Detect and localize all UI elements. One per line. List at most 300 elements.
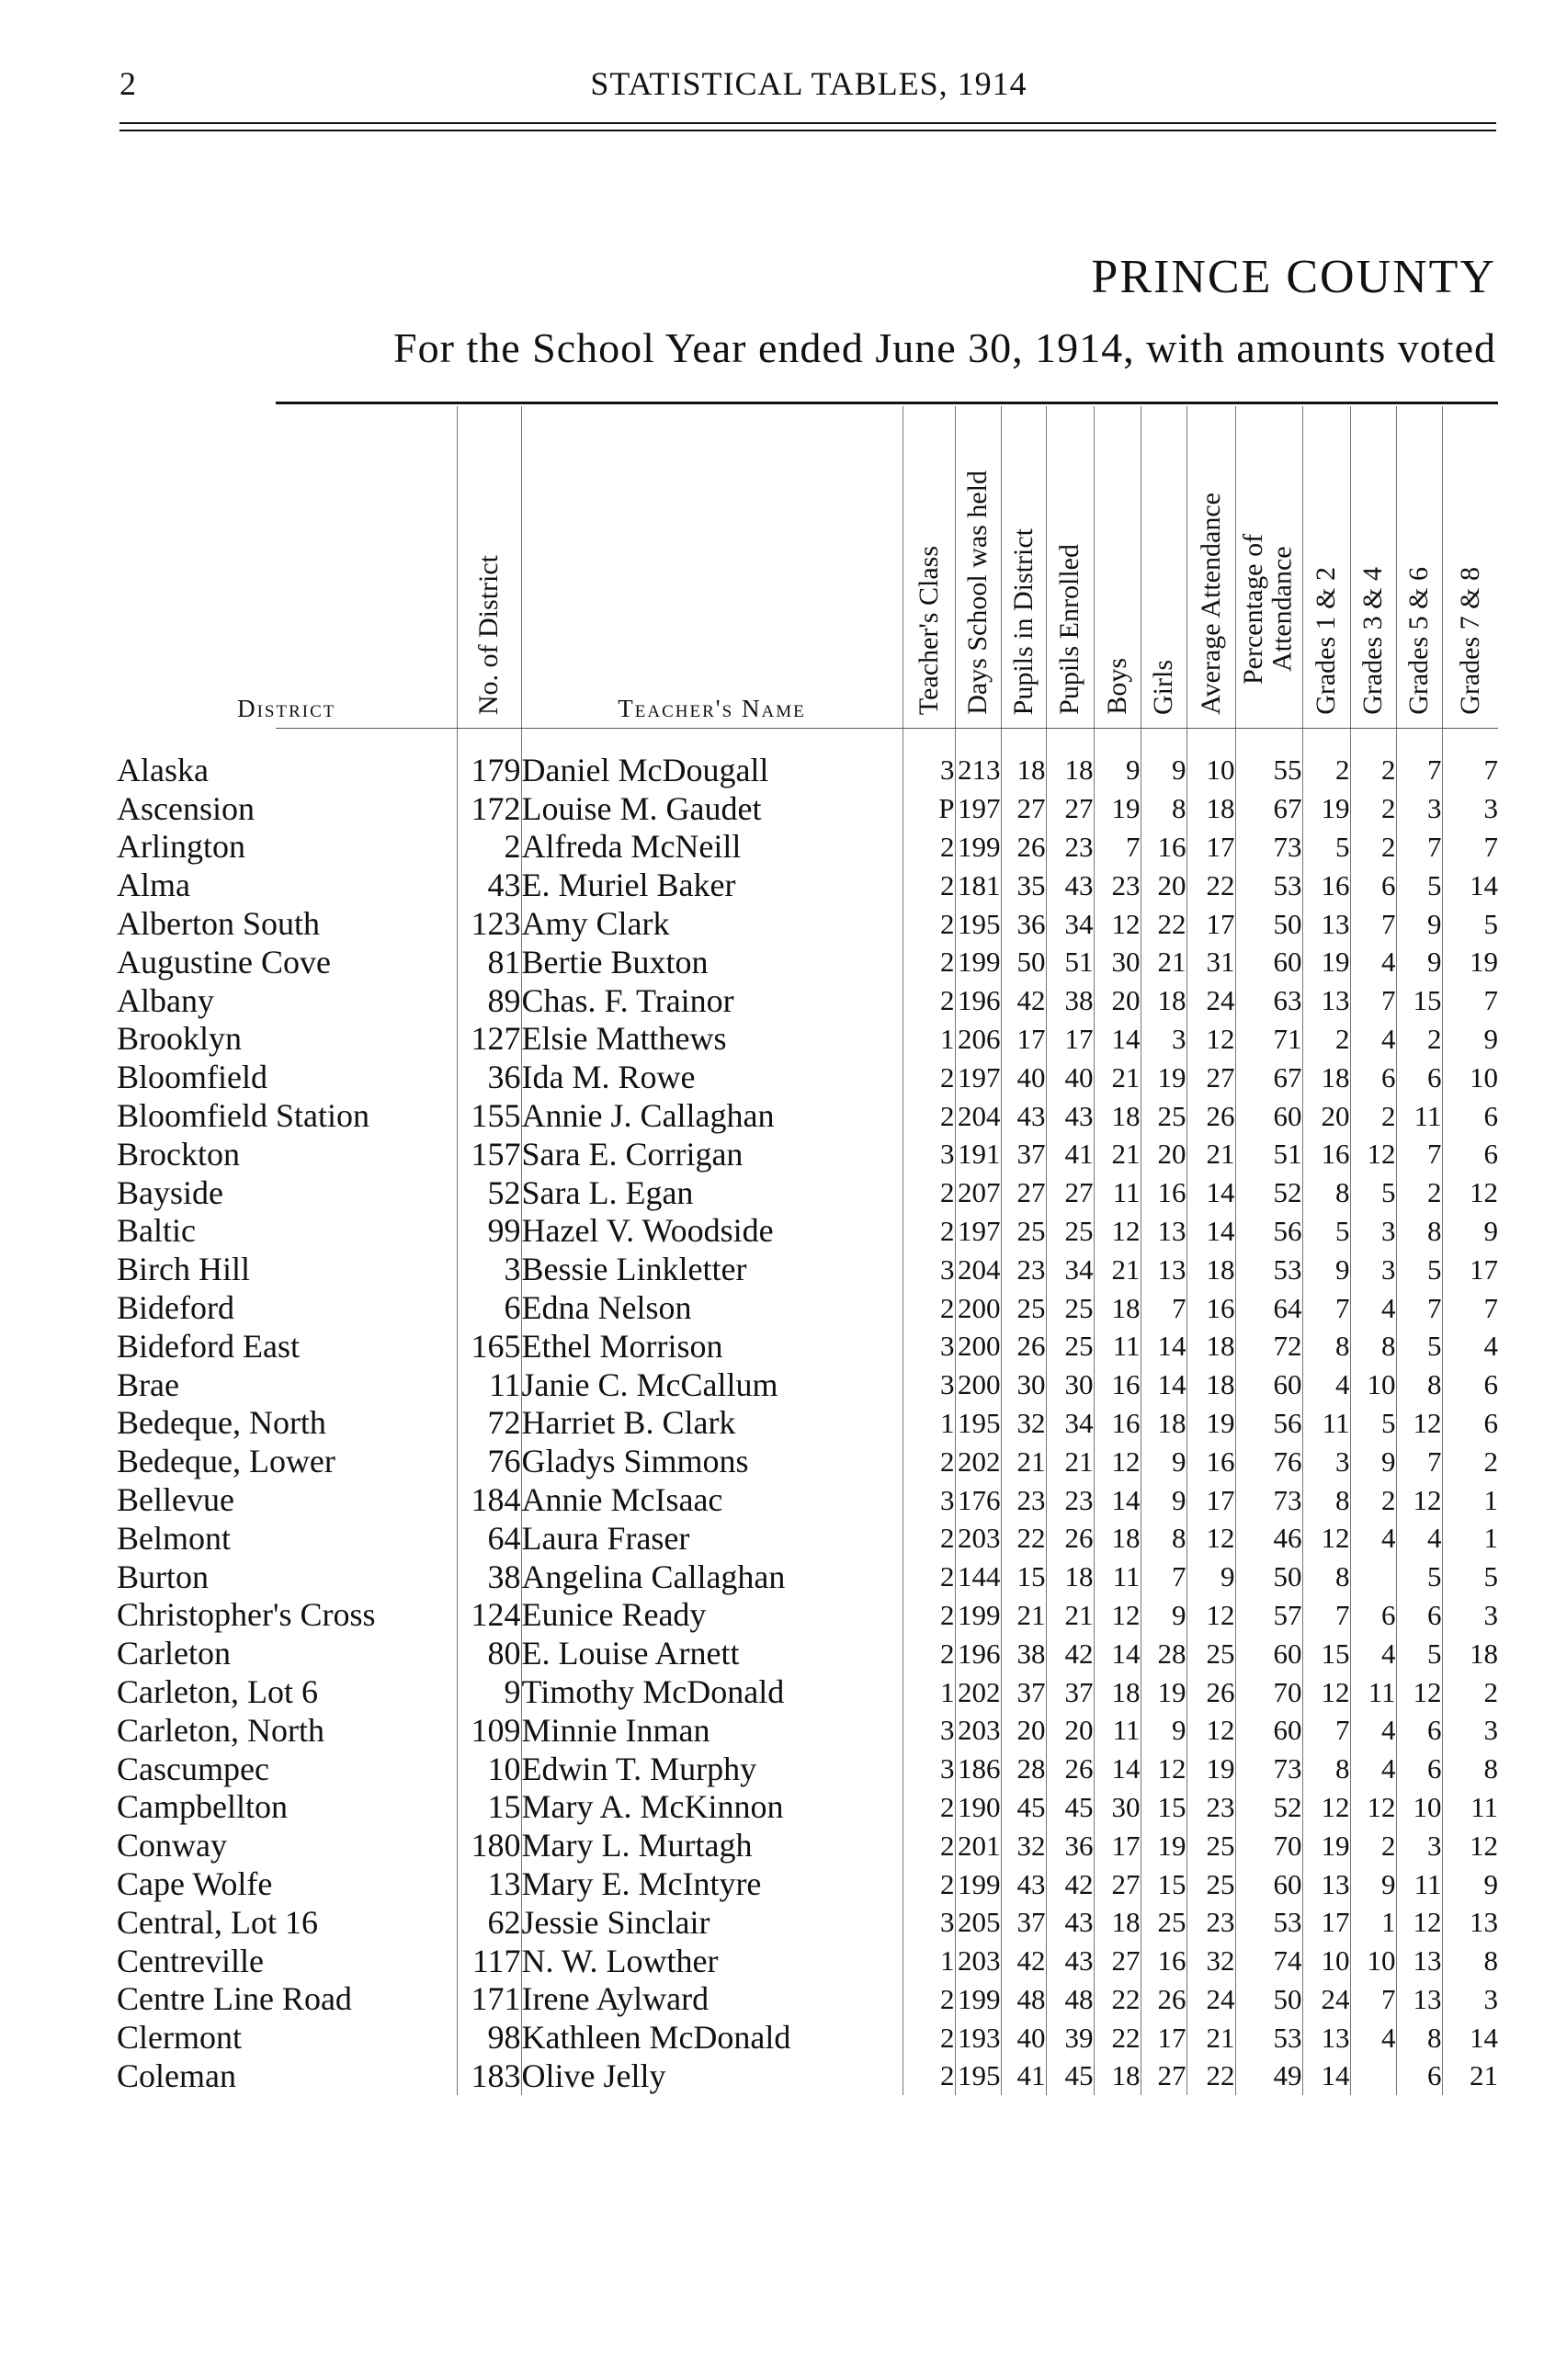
- district-number: 76: [457, 1442, 521, 1480]
- boys-count: 27: [1094, 1864, 1141, 1903]
- grades-3-4: 6: [1350, 1596, 1396, 1635]
- average-attendance: 23: [1186, 1788, 1235, 1827]
- pupils-in-district: 25: [1001, 1212, 1046, 1251]
- pupils-enrolled: 43: [1046, 1903, 1094, 1942]
- district-number: 10: [457, 1750, 521, 1788]
- grades-1-2: 24: [1302, 1980, 1350, 2019]
- grades-5-6: 6: [1396, 1711, 1442, 1750]
- grades-5-6: 9: [1396, 904, 1442, 943]
- grades-7-8: 11: [1442, 1788, 1498, 1827]
- pupils-enrolled: 25: [1046, 1327, 1094, 1366]
- boys-count: 16: [1094, 1404, 1141, 1443]
- grades-7-8: 18: [1442, 1634, 1498, 1672]
- grades-3-4: 4: [1350, 2018, 1396, 2057]
- teacher-class: 2: [903, 2018, 955, 2057]
- girls-count: 26: [1141, 1980, 1186, 2019]
- days-held: 204: [955, 1096, 1001, 1135]
- table-row: [117, 1250, 1498, 1288]
- table-row: [117, 2018, 1498, 2057]
- boys-count: 18: [1094, 2057, 1141, 2095]
- teacher-name: Bessie Linkletter: [521, 1250, 903, 1288]
- teacher-name: Edwin T. Murphy: [521, 1750, 903, 1788]
- days-held: 181: [955, 866, 1001, 904]
- grades-5-6: 2: [1396, 1020, 1442, 1059]
- girls-count: 15: [1141, 1864, 1186, 1903]
- grades-7-8: 9: [1442, 1020, 1498, 1059]
- average-attendance: 24: [1186, 1980, 1235, 2019]
- grades-1-2: 16: [1302, 866, 1350, 904]
- table-row: [117, 1788, 1498, 1827]
- grades-1-2: 15: [1302, 1634, 1350, 1672]
- grades-5-6: 2: [1396, 1173, 1442, 1212]
- teacher-name: Minnie Inman: [521, 1711, 903, 1750]
- table-subtitle: For the School Year ended June 30, 1914, with amounts voted: [393, 324, 1496, 371]
- grades-5-6: 10: [1396, 1788, 1442, 1827]
- table-row: [117, 828, 1498, 867]
- grades-7-8: 14: [1442, 2018, 1498, 2057]
- boys-count: 12: [1094, 904, 1141, 943]
- boys-count: 21: [1094, 1135, 1141, 1173]
- grades-5-6: 8: [1396, 2018, 1442, 2057]
- pupils-enrolled: 34: [1046, 1404, 1094, 1443]
- table-row: [117, 981, 1498, 1020]
- days-held: 200: [955, 1288, 1001, 1327]
- grades-7-8: 3: [1442, 1596, 1498, 1635]
- grades-7-8: 21: [1442, 2057, 1498, 2095]
- boys-count: 16: [1094, 1366, 1141, 1404]
- district-number: 89: [457, 981, 521, 1020]
- grades-3-4: 2: [1350, 1096, 1396, 1135]
- percentage-attendance: 53: [1235, 1903, 1302, 1942]
- girls-count: 17: [1141, 2018, 1186, 2057]
- district-number: 99: [457, 1212, 521, 1251]
- pupils-in-district: 25: [1001, 1288, 1046, 1327]
- table-row: [117, 1212, 1498, 1251]
- grades-3-4: [1350, 1558, 1396, 1596]
- teacher-class: 1: [903, 1404, 955, 1443]
- grades-1-2: 7: [1302, 1711, 1350, 1750]
- grades-1-2: 8: [1302, 1327, 1350, 1366]
- grades-1-2: 13: [1302, 1864, 1350, 1903]
- county-title: PRINCE COUNTY: [1091, 251, 1496, 303]
- percentage-attendance: 70: [1235, 1672, 1302, 1711]
- header-teacher: Teacher's Name: [521, 406, 903, 731]
- district-number: 80: [457, 1634, 521, 1672]
- girls-count: 21: [1141, 943, 1186, 981]
- district-name: Clermont: [117, 2019, 242, 2057]
- grades-5-6: 7: [1396, 828, 1442, 867]
- average-attendance: 18: [1186, 1327, 1235, 1366]
- boys-count: 21: [1094, 1058, 1141, 1096]
- teacher-class: 2: [903, 1288, 955, 1327]
- table-row: [117, 1826, 1498, 1864]
- district-number: 11: [457, 1366, 521, 1404]
- days-held: 190: [955, 1788, 1001, 1827]
- days-held: 200: [955, 1366, 1001, 1404]
- boys-count: 14: [1094, 1020, 1141, 1059]
- girls-count: 8: [1141, 789, 1186, 828]
- district-name: Ascension: [117, 789, 255, 827]
- district-number: 72: [457, 1404, 521, 1443]
- boys-count: 18: [1094, 1519, 1141, 1558]
- district-number: 15: [457, 1788, 521, 1827]
- grades-5-6: 11: [1396, 1864, 1442, 1903]
- district-name: Bedeque, North: [117, 1404, 326, 1442]
- pupils-in-district: 17: [1001, 1020, 1046, 1059]
- teacher-name: Harriet B. Clark: [521, 1404, 903, 1443]
- grades-3-4: 5: [1350, 1173, 1396, 1212]
- district-number: 124: [457, 1596, 521, 1635]
- teacher-class: 3: [903, 1250, 955, 1288]
- grades-1-2: 2: [1302, 1020, 1350, 1059]
- district-name: Centreville: [117, 1942, 264, 1979]
- grades-7-8: 1: [1442, 1480, 1498, 1519]
- average-attendance: 17: [1186, 904, 1235, 943]
- teacher-class: 1: [903, 1020, 955, 1059]
- district-name: Bayside: [117, 1173, 223, 1211]
- teacher-name: Elsie Matthews: [521, 1020, 903, 1059]
- district-name: Bloomfield: [117, 1059, 267, 1096]
- boys-count: 11: [1094, 1711, 1141, 1750]
- grades-1-2: 12: [1302, 1672, 1350, 1711]
- grades-5-6: 7: [1396, 731, 1442, 789]
- teacher-name: Annie McIsaac: [521, 1480, 903, 1519]
- teacher-class: 3: [903, 1480, 955, 1519]
- table-row: [117, 1404, 1498, 1443]
- teacher-class: 3: [903, 1750, 955, 1788]
- days-held: 213: [955, 731, 1001, 789]
- percentage-attendance: 55: [1235, 731, 1302, 789]
- table-row: [117, 1173, 1498, 1212]
- girls-count: 19: [1141, 1058, 1186, 1096]
- grades-5-6: 15: [1396, 981, 1442, 1020]
- table-row: [117, 1327, 1498, 1366]
- teacher-name: Gladys Simmons: [521, 1442, 903, 1480]
- pupils-enrolled: 23: [1046, 828, 1094, 867]
- pupils-enrolled: 27: [1046, 789, 1094, 828]
- grades-1-2: 13: [1302, 981, 1350, 1020]
- teacher-name: N. W. Lowther: [521, 1942, 903, 1980]
- teacher-name: Mary A. McKinnon: [521, 1788, 903, 1827]
- teacher-name: Daniel McDougall: [521, 731, 903, 789]
- pupils-in-district: 45: [1001, 1788, 1046, 1827]
- grades-3-4: 4: [1350, 1634, 1396, 1672]
- table-row: [117, 789, 1498, 828]
- grades-7-8: 10: [1442, 1058, 1498, 1096]
- teacher-name: Mary L. Murtagh: [521, 1826, 903, 1864]
- teacher-class: 2: [903, 981, 955, 1020]
- percentage-attendance: 53: [1235, 1250, 1302, 1288]
- table-body: [117, 731, 1498, 2095]
- district-name: Baltic: [117, 1212, 196, 1250]
- boys-count: 7: [1094, 828, 1141, 867]
- teacher-class: 2: [903, 1212, 955, 1251]
- grades-3-4: 7: [1350, 981, 1396, 1020]
- percentage-attendance: 60: [1235, 943, 1302, 981]
- district-name: Central, Lot 16: [117, 1903, 318, 1941]
- grades-7-8: 3: [1442, 1980, 1498, 2019]
- pupils-enrolled: 37: [1046, 1672, 1094, 1711]
- district-number: 171: [457, 1980, 521, 2019]
- percentage-attendance: 60: [1235, 1711, 1302, 1750]
- girls-count: 9: [1141, 731, 1186, 789]
- district-number: 43: [457, 866, 521, 904]
- pupils-enrolled: 30: [1046, 1366, 1094, 1404]
- district-name: Cape Wolfe: [117, 1865, 273, 1902]
- pupils-in-district: 48: [1001, 1980, 1046, 2019]
- grades-7-8: 3: [1442, 789, 1498, 828]
- grades-3-4: 4: [1350, 1020, 1396, 1059]
- school-statistics-table: [117, 406, 1498, 2095]
- average-attendance: 24: [1186, 981, 1235, 1020]
- grades-1-2: 8: [1302, 1750, 1350, 1788]
- teacher-name: Annie J. Callaghan: [521, 1096, 903, 1135]
- pupils-enrolled: 18: [1046, 731, 1094, 789]
- percentage-attendance: 70: [1235, 1826, 1302, 1864]
- grades-7-8: 7: [1442, 981, 1498, 1020]
- teacher-class: 2: [903, 1519, 955, 1558]
- district-name: Carleton, Lot 6: [117, 1673, 318, 1711]
- header-percentage-attendance: Percentage of Attendance: [1235, 406, 1302, 731]
- grades-7-8: 8: [1442, 1942, 1498, 1980]
- district-name: Belmont: [117, 1519, 231, 1557]
- grades-7-8: 14: [1442, 866, 1498, 904]
- girls-count: 19: [1141, 1672, 1186, 1711]
- grades-7-8: 9: [1442, 1212, 1498, 1251]
- header-rule-top: [119, 122, 1496, 124]
- days-held: 195: [955, 2057, 1001, 2095]
- teacher-name: Alfreda McNeill: [521, 828, 903, 867]
- grades-7-8: 7: [1442, 731, 1498, 789]
- grades-5-6: 5: [1396, 1558, 1442, 1596]
- teacher-class: 2: [903, 1596, 955, 1635]
- boys-count: 21: [1094, 1250, 1141, 1288]
- days-held: 196: [955, 1634, 1001, 1672]
- teacher-class: 2: [903, 1788, 955, 1827]
- grades-3-4: 6: [1350, 866, 1396, 904]
- teacher-name: Hazel V. Woodside: [521, 1212, 903, 1251]
- girls-count: 8: [1141, 1519, 1186, 1558]
- teacher-class: 2: [903, 1173, 955, 1212]
- teacher-name: Janie C. McCallum: [521, 1366, 903, 1404]
- district-number: 3: [457, 1250, 521, 1288]
- boys-count: 18: [1094, 1288, 1141, 1327]
- average-attendance: 17: [1186, 828, 1235, 867]
- district-number: 98: [457, 2018, 521, 2057]
- grades-3-4: 10: [1350, 1366, 1396, 1404]
- district-number: 184: [457, 1480, 521, 1519]
- pupils-enrolled: 43: [1046, 1942, 1094, 1980]
- pupils-enrolled: 45: [1046, 2057, 1094, 2095]
- grades-3-4: 10: [1350, 1942, 1396, 1980]
- header-grades-5-6: Grades 5 & 6: [1396, 406, 1442, 731]
- average-attendance: 25: [1186, 1634, 1235, 1672]
- grades-7-8: 6: [1442, 1404, 1498, 1443]
- teacher-name: Sara L. Egan: [521, 1173, 903, 1212]
- pupils-in-district: 37: [1001, 1903, 1046, 1942]
- teacher-class: 2: [903, 943, 955, 981]
- district-name: Alberton South: [117, 905, 320, 943]
- grades-5-6: 12: [1396, 1480, 1442, 1519]
- boys-count: 22: [1094, 1980, 1141, 2019]
- header-boys: Boys: [1094, 406, 1141, 731]
- percentage-attendance: 73: [1235, 1480, 1302, 1519]
- grades-7-8: 7: [1442, 1288, 1498, 1327]
- grades-3-4: 2: [1350, 731, 1396, 789]
- grades-1-2: 13: [1302, 904, 1350, 943]
- grades-1-2: 5: [1302, 828, 1350, 867]
- days-held: 193: [955, 2018, 1001, 2057]
- district-number: 179: [457, 731, 521, 789]
- pupils-in-district: 20: [1001, 1711, 1046, 1750]
- girls-count: 28: [1141, 1634, 1186, 1672]
- average-attendance: 12: [1186, 1020, 1235, 1059]
- days-held: 191: [955, 1135, 1001, 1173]
- percentage-attendance: 76: [1235, 1442, 1302, 1480]
- grades-1-2: 7: [1302, 1288, 1350, 1327]
- pupils-enrolled: 21: [1046, 1596, 1094, 1635]
- pupils-in-district: 42: [1001, 981, 1046, 1020]
- table-top-rule: [276, 402, 1498, 404]
- header-days-held: Days School was held: [955, 406, 1001, 731]
- average-attendance: 19: [1186, 1404, 1235, 1443]
- grades-7-8: 4: [1442, 1327, 1498, 1366]
- header-rule-bottom: [119, 130, 1496, 131]
- average-attendance: 21: [1186, 1135, 1235, 1173]
- grades-3-4: 2: [1350, 828, 1396, 867]
- pupils-enrolled: 34: [1046, 904, 1094, 943]
- boys-count: 18: [1094, 1903, 1141, 1942]
- table-row: [117, 1942, 1498, 1980]
- pupils-in-district: 15: [1001, 1558, 1046, 1596]
- girls-count: 12: [1141, 1750, 1186, 1788]
- pupils-enrolled: 43: [1046, 1096, 1094, 1135]
- grades-1-2: 20: [1302, 1096, 1350, 1135]
- pupils-enrolled: 23: [1046, 1480, 1094, 1519]
- grades-7-8: 1: [1442, 1519, 1498, 1558]
- table-row: [117, 1903, 1498, 1942]
- average-attendance: 18: [1186, 1366, 1235, 1404]
- percentage-attendance: 46: [1235, 1519, 1302, 1558]
- teacher-name: Bertie Buxton: [521, 943, 903, 981]
- table-row: [117, 1096, 1498, 1135]
- grades-5-6: 12: [1396, 1672, 1442, 1711]
- days-held: 204: [955, 1250, 1001, 1288]
- teacher-name: Louise M. Gaudet: [521, 789, 903, 828]
- grades-1-2: 2: [1302, 731, 1350, 789]
- grades-7-8: 5: [1442, 904, 1498, 943]
- district-name: Coleman: [117, 2057, 236, 2094]
- page-number: 2: [119, 65, 137, 102]
- boys-count: 14: [1094, 1634, 1141, 1672]
- grades-1-2: 18: [1302, 1058, 1350, 1096]
- teacher-name: Olive Jelly: [521, 2057, 903, 2095]
- pupils-in-district: 32: [1001, 1404, 1046, 1443]
- table-row: [117, 1442, 1498, 1480]
- percentage-attendance: 73: [1235, 828, 1302, 867]
- grades-7-8: 6: [1442, 1366, 1498, 1404]
- district-name: Alaska: [117, 751, 209, 788]
- district-name: Albany: [117, 981, 214, 1019]
- grades-5-6: 6: [1396, 1596, 1442, 1635]
- header-divider-rule: [276, 728, 1498, 729]
- table-header: [117, 406, 1498, 731]
- grades-5-6: 13: [1396, 1942, 1442, 1980]
- table-row: [117, 1672, 1498, 1711]
- grades-3-4: 4: [1350, 1519, 1396, 1558]
- boys-count: 12: [1094, 1442, 1141, 1480]
- grades-5-6: 5: [1396, 1250, 1442, 1288]
- grades-5-6: 7: [1396, 1442, 1442, 1480]
- boys-count: 11: [1094, 1327, 1141, 1366]
- table-row: [117, 1135, 1498, 1173]
- teacher-name: E. Muriel Baker: [521, 866, 903, 904]
- pupils-enrolled: 45: [1046, 1788, 1094, 1827]
- girls-count: 18: [1141, 981, 1186, 1020]
- teacher-name: Edna Nelson: [521, 1288, 903, 1327]
- average-attendance: 27: [1186, 1058, 1235, 1096]
- days-held: 203: [955, 1942, 1001, 1980]
- grades-5-6: 5: [1396, 1634, 1442, 1672]
- percentage-attendance: 74: [1235, 1942, 1302, 1980]
- average-attendance: 32: [1186, 1942, 1235, 1980]
- district-name: Bloomfield Station: [117, 1097, 369, 1135]
- grades-5-6: 3: [1396, 1826, 1442, 1864]
- grades-7-8: 2: [1442, 1442, 1498, 1480]
- percentage-attendance: 67: [1235, 789, 1302, 828]
- girls-count: 25: [1141, 1903, 1186, 1942]
- days-held: 196: [955, 981, 1001, 1020]
- district-number: 38: [457, 1558, 521, 1596]
- district-number: 165: [457, 1327, 521, 1366]
- grades-3-4: 12: [1350, 1135, 1396, 1173]
- grades-1-2: 19: [1302, 1826, 1350, 1864]
- table-row: [117, 1711, 1498, 1750]
- girls-count: 7: [1141, 1558, 1186, 1596]
- teacher-class: 3: [903, 1135, 955, 1173]
- teacher-class: 3: [903, 1903, 955, 1942]
- days-held: 186: [955, 1750, 1001, 1788]
- grades-5-6: 12: [1396, 1404, 1442, 1443]
- teacher-name: Kathleen McDonald: [521, 2018, 903, 2057]
- girls-count: 13: [1141, 1212, 1186, 1251]
- days-held: 203: [955, 1711, 1001, 1750]
- district-name: Campbellton: [117, 1788, 288, 1826]
- grades-3-4: 2: [1350, 789, 1396, 828]
- pupils-enrolled: 43: [1046, 866, 1094, 904]
- pupils-in-district: 26: [1001, 828, 1046, 867]
- girls-count: 15: [1141, 1788, 1186, 1827]
- district-number: 155: [457, 1096, 521, 1135]
- average-attendance: 25: [1186, 1826, 1235, 1864]
- days-held: 197: [955, 1212, 1001, 1251]
- grades-3-4: 7: [1350, 1980, 1396, 2019]
- pupils-enrolled: 40: [1046, 1058, 1094, 1096]
- district-name: Brockton: [117, 1135, 240, 1173]
- girls-count: 7: [1141, 1288, 1186, 1327]
- percentage-attendance: 60: [1235, 1864, 1302, 1903]
- table-row: [117, 866, 1498, 904]
- district-number: 183: [457, 2057, 521, 2095]
- grades-1-2: 11: [1302, 1404, 1350, 1443]
- district-name: Cascumpec: [117, 1750, 269, 1787]
- grades-5-6: 8: [1396, 1366, 1442, 1404]
- table-row: [117, 1980, 1498, 2019]
- days-held: 205: [955, 1903, 1001, 1942]
- pupils-in-district: 32: [1001, 1826, 1046, 1864]
- days-held: 206: [955, 1020, 1001, 1059]
- boys-count: 23: [1094, 866, 1141, 904]
